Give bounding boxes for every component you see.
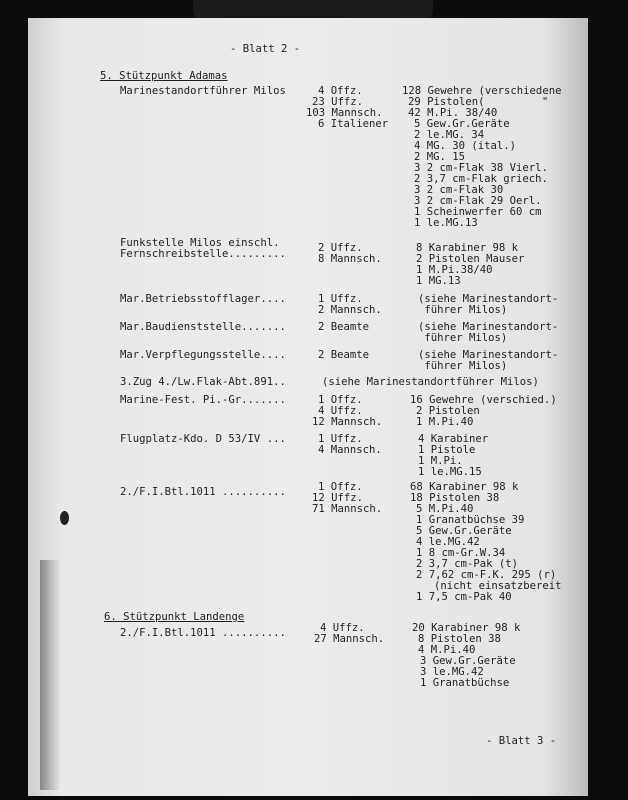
unit-name: Mar.Verpflegungsstelle.... xyxy=(120,349,286,361)
equipment-line: 1 le.MG.15 xyxy=(418,466,482,478)
equipment-line: 4 Karabiner xyxy=(418,433,489,445)
equipment-line: 5 Gew.Gr.Geräte xyxy=(414,118,510,130)
unit-name: Marinestandortführer Milos xyxy=(120,85,286,97)
personnel-line: 4 Offz. xyxy=(318,85,363,97)
equipment-line: 8 Karabiner 98 k xyxy=(416,242,519,254)
unit-name: Mar.Baudienststelle....... xyxy=(120,321,286,333)
personnel-line: 12 Uffz. xyxy=(312,492,364,504)
personnel-line: 1 Offz. xyxy=(318,481,363,493)
personnel-line: 12 Mannsch. xyxy=(312,416,383,428)
unit-name: 2./F.I.Btl.1011 .......... xyxy=(120,486,286,498)
equipment-line: 1 Granatbüchse 39 xyxy=(416,514,525,526)
equipment-line: 42 M.Pi. 38/40 xyxy=(408,107,498,119)
equipment-line: 2 7,62 cm-F.K. 295 (r) xyxy=(416,569,557,581)
personnel-line: 8 Mannsch. xyxy=(318,253,382,265)
personnel-line: 6 Italiener xyxy=(318,118,389,130)
equipment-line: (siehe Marinestandort- xyxy=(418,321,559,333)
equipment-line: 4 M.Pi.40 xyxy=(418,644,476,656)
personnel-line: 2 Beamte xyxy=(318,349,370,361)
personnel-line: 71 Mannsch. xyxy=(312,503,383,515)
unit-name: Flugplatz-Kdo. D 53/IV ... xyxy=(120,433,286,445)
punch-hole xyxy=(60,511,69,525)
unit-name: Mar.Betriebsstofflager.... xyxy=(120,293,286,305)
equipment-line: 3 le.MG.42 xyxy=(420,666,484,678)
equipment-line: 3 Gew.Gr.Geräte xyxy=(420,655,516,667)
personnel-line: 27 Mannsch. xyxy=(314,633,385,645)
equipment-line: 2 MG. 15 xyxy=(414,151,466,163)
equipment-line: führer Milos) xyxy=(418,332,508,344)
personnel-line: 23 Uffz. xyxy=(312,96,364,108)
personnel-line: (siehe Marinestandortführer Milos) xyxy=(322,376,539,388)
equipment-line: 3 2 cm-Flak 30 xyxy=(414,184,504,196)
equipment-line: 16 Gewehre (verschied.) xyxy=(410,394,557,406)
page-header: - Blatt 2 - xyxy=(230,43,301,55)
personnel-line: 1 Offz. xyxy=(318,394,363,406)
equipment-line: führer Milos) xyxy=(418,360,508,372)
equipment-line: (siehe Marinestandort- xyxy=(418,349,559,361)
unit-name: Marine-Fest. Pi.-Gr....... xyxy=(120,394,286,406)
equipment-line: 18 Pistolen 38 xyxy=(410,492,500,504)
unit-name: 2./F.I.Btl.1011 .......... xyxy=(120,627,286,639)
equipment-line: 5 M.Pi.40 xyxy=(416,503,474,515)
equipment-line: 2 le.MG. 34 xyxy=(414,129,485,141)
equipment-line: führer Milos) xyxy=(418,304,508,316)
equipment-line: 128 Gewehre (verschiedene xyxy=(402,85,562,97)
personnel-line: 2 Mannsch. xyxy=(318,304,382,316)
equipment-line: 1 8 cm-Gr.W.34 xyxy=(416,547,506,559)
equipment-line: 1 Pistole xyxy=(418,444,476,456)
equipment-line: 1 le.MG.13 xyxy=(414,217,478,229)
equipment-line: 8 Pistolen 38 xyxy=(418,633,501,645)
personnel-line: 4 Mannsch. xyxy=(318,444,382,456)
equipment-line: 3 2 cm-Flak 38 Vierl. xyxy=(414,162,548,174)
equipment-line: 2 3,7 cm-Flak griech. xyxy=(414,173,548,185)
equipment-line: 20 Karabiner 98 k xyxy=(412,622,521,634)
personnel-line: 2 Beamte xyxy=(318,321,370,333)
equipment-line: 1 M.Pi.40 xyxy=(416,416,474,428)
personnel-line: 2 Uffz. xyxy=(318,242,363,254)
equipment-line: 4 MG. 30 (ital.) xyxy=(414,140,517,152)
equipment-line: 2 3,7 cm-Pak (t) xyxy=(416,558,519,570)
equipment-line: 68 Karabiner 98 k xyxy=(410,481,519,493)
equipment-line: 4 le.MG.42 xyxy=(416,536,480,548)
section-heading-landenge: 6. Stützpunkt Landenge xyxy=(104,611,245,623)
section-heading-adamas: 5. Stützpunkt Adamas xyxy=(100,70,228,82)
equipment-line: 5 Gew.Gr.Geräte xyxy=(416,525,512,537)
unit-name: Fernschreibstelle......... xyxy=(120,248,286,260)
personnel-line: 1 Uffz. xyxy=(318,293,363,305)
equipment-line: 1 M.Pi.38/40 xyxy=(416,264,493,276)
equipment-line: (siehe Marinestandort- xyxy=(418,293,559,305)
page-footer: - Blatt 3 - xyxy=(486,735,557,747)
equipment-line: 3 2 cm-Flak 29 Oerl. xyxy=(414,195,542,207)
equipment-line: 29 Pistolen( " xyxy=(408,96,549,108)
personnel-line: 103 Mannsch. xyxy=(306,107,383,119)
personnel-line: 1 Uffz. xyxy=(318,433,363,445)
equipment-line: 1 M.Pi. xyxy=(418,455,463,467)
personnel-line: 4 Uffz. xyxy=(320,622,365,634)
equipment-line: 1 7,5 cm-Pak 40 xyxy=(416,591,512,603)
personnel-line: 4 Uffz. xyxy=(318,405,363,417)
equipment-line: 1 Granatbüchse xyxy=(420,677,510,689)
equipment-line: (nicht einsatzbereit xyxy=(434,580,562,592)
equipment-line: 1 MG.13 xyxy=(416,275,461,287)
unit-name: 3.Zug 4./Lw.Flak-Abt.891.. xyxy=(120,376,286,388)
page-shadow xyxy=(40,560,60,790)
equipment-line: 1 Scheinwerfer 60 cm xyxy=(414,206,542,218)
equipment-line: 2 Pistolen Mauser xyxy=(416,253,525,265)
equipment-line: 2 Pistolen xyxy=(416,405,480,417)
unit-name: Funkstelle Milos einschl. xyxy=(120,237,280,249)
